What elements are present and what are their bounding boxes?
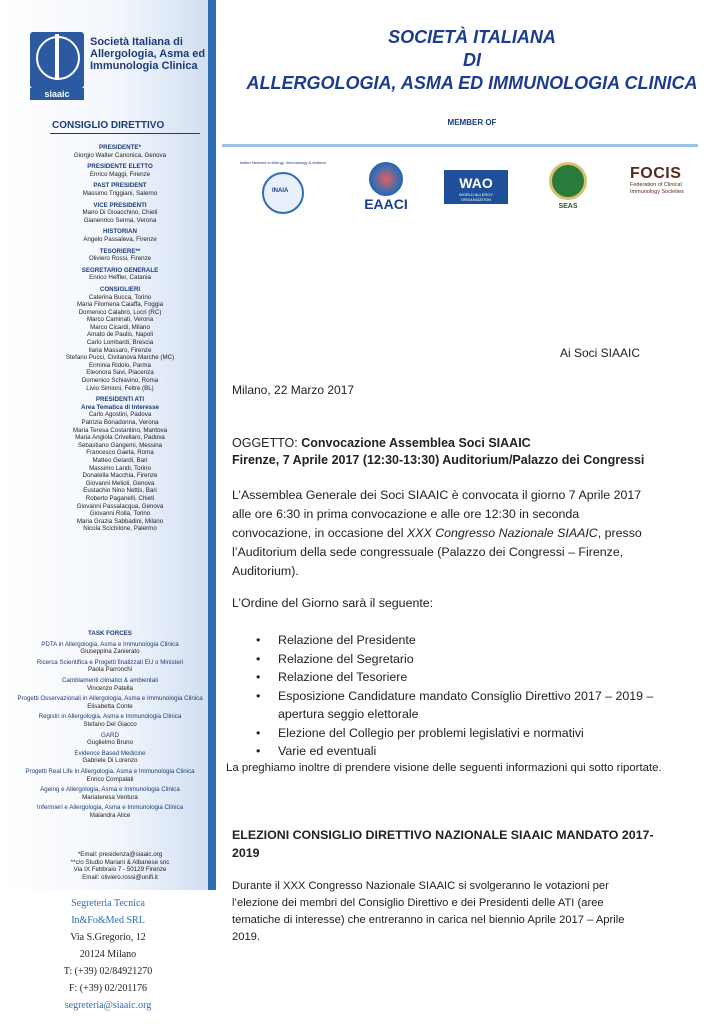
segreteria-street: Via S.Gregorio, 12: [70, 932, 146, 943]
member-name: Carlo Agostini, Padova: [88, 411, 152, 419]
member-name: Enrico Maggi, Firenze: [89, 170, 151, 178]
agenda-item: • Varie ed eventuali: [256, 742, 666, 761]
member-name: Marco Caminati, Verona: [86, 316, 154, 324]
list-heading: Infermieri e Allergologia, Asma e Immunologia Clinica: [36, 804, 184, 812]
caduceus-icon: [30, 32, 84, 88]
segreteria-tel: T: (+39) 02/84921270: [63, 966, 153, 977]
wao-logo: [444, 170, 508, 204]
wao-sub: WORLD ALLERGY ORGANIZATION: [458, 192, 494, 202]
header-rule: [222, 144, 698, 147]
member-name: Matteo Gelardi, Bari: [92, 456, 148, 464]
wao-label: WAO: [459, 175, 493, 191]
member-name: Guglielmo Bruno: [86, 739, 134, 747]
list-heading: PAST PRESIDENT: [93, 182, 147, 190]
member-name: Giuseppina Zanierato: [80, 648, 140, 656]
member-name: Mario Di Gioacchino, Chieti: [82, 209, 158, 217]
member-name: Massimo Landi, Torino: [89, 464, 151, 472]
divider: [50, 133, 200, 134]
member-name: Maria Teresa Costantino, Mantova: [72, 426, 168, 434]
list-heading: PRESIDENTE ELETTO: [87, 163, 153, 171]
member-name: Sebastiano Gangemi, Messina: [77, 441, 163, 449]
member-name: Stefano Pucci, Civitanova Marche (MC): [65, 354, 175, 362]
member-name: Maria Grazia Sabbadini, Milano: [76, 517, 164, 525]
list-heading: SEGRETARIO GENERALE: [81, 266, 159, 274]
segreteria-fax: F: (+39) 02/201176: [68, 983, 148, 994]
member-name: Livio Simioni, Feltre (BL): [86, 384, 154, 392]
list-heading: TASK FORCES: [88, 630, 132, 637]
siaaic-logo: [30, 32, 206, 102]
list-heading: Evidence Based Medicine: [74, 749, 146, 757]
list-heading: Cambiamenti climatici & ambientali: [62, 676, 158, 684]
list-heading: Ricerca Scientifica e Progetti finalizzati EU o Ministeri: [36, 658, 184, 666]
member-of-label: MEMBER OF: [447, 118, 497, 127]
list-heading: Registri in Allergologia, Asma e Immunologia Clinica: [38, 713, 182, 721]
elections-heading: ELEZIONI CONSIGLIO DIRETTIVO NAZIONALE SIAAIC MANDATO 2017-2019: [232, 828, 654, 860]
subject-text: Convocazione Assemblea Soci SIAAIC: [301, 436, 531, 450]
member-name: Amato de Paulis, Napoli: [86, 331, 154, 339]
paragraph-info: La preghiamo inoltre di prendere visione delle seguenti informazioni qui sotto riportate.: [226, 762, 662, 774]
list-heading: Progetti Real Life in Allergologia, Asma e Immunologia Clinica: [25, 767, 195, 775]
member-name: Caterina Bucca, Torino: [88, 293, 152, 301]
segreteria-email-link[interactable]: segreteria@siaaic.org: [64, 1000, 152, 1011]
member-name: Mariateresa Ventura: [82, 793, 138, 801]
paragraph-agenda-intro: L’Ordine del Giorno sarà il seguente:: [232, 596, 434, 610]
society-title: [222, 26, 722, 95]
member-name: Domenico Calabrò, Locri (RC): [78, 308, 162, 316]
member-name: Ilaria Massaro, Firenze: [88, 346, 152, 354]
member-name: Eleonora Savi, Piacenza: [86, 369, 154, 377]
congress-name: XXX Congresso Nazionale SIAAIC: [406, 526, 598, 540]
paragraph-elections: Durante il XXX Congresso Nazionale SIAAIC si svolgeranno le votazioni per l’elezione dei membri del Consiglio Direttivo e dei Presidenti delle ATI (aree tematiche di interesse) che entreranno in carica nel biennio Aprile 2017 – Aprile 2019.: [232, 880, 625, 943]
note-line: **c/o Studio Mariani & Albanese snc: [70, 858, 170, 866]
agenda-item: • Relazione del Segretario: [256, 650, 666, 669]
society-title-line2: DI: [463, 50, 481, 70]
member-name: Enrico Compalati: [86, 775, 134, 783]
focis-logo: [630, 166, 700, 196]
focis-label: FOCIS: [630, 165, 682, 182]
segreteria-block: [0, 895, 216, 1014]
segreteria-city: 20124 Milano: [79, 949, 137, 960]
member-name: Eustachio Nino Nettis, Bari: [83, 487, 157, 495]
list-heading: CONSIGLIERI: [99, 285, 141, 293]
list-heading: Progetti Osservazionali in Allergologia, Asma e Immunologia Clinica: [17, 695, 203, 703]
seas-label: SEAS: [558, 203, 578, 210]
member-name: Giovanni Rolla, Torino: [89, 510, 151, 518]
inaia-label: INAIA: [272, 188, 289, 194]
subject-label: OGGETTO:: [232, 436, 298, 450]
eaaci-logo: [364, 162, 408, 220]
member-name: Massimo Triggiani, Salerno: [82, 189, 158, 197]
agenda-list: [256, 631, 666, 761]
paragraph-text: L’Assemblea Generale dei Soci SIAAIC è convocata il giorno 7 Aprile 2017 alle ore 6:30 in prima convocazione e alle ore 12:30 in seconda convocazione, in occasione del: [232, 488, 642, 540]
logo-caption: siaaic: [30, 88, 84, 100]
agenda-item: • Elezione del Collegio per problemi legislativi e normativi: [256, 724, 666, 743]
member-name: Gianenrico Senna, Verona: [83, 216, 157, 224]
paragraph-convocation: [232, 486, 650, 581]
agenda-item: • Relazione del Presidente: [256, 631, 666, 650]
member-name: Vincenzo Patella: [87, 684, 133, 692]
list-heading: PRESIDENTI ATI: [95, 396, 145, 404]
list-heading: Ageing e Allergologia, Asma e Immunologia Clinica: [40, 786, 180, 794]
subject-line2: Firenze, 7 Aprile 2017 (12:30-13:30) Auditorium/Palazzo dei Congressi: [232, 453, 645, 467]
member-name: Roberto Paganelli, Chieti: [85, 494, 155, 502]
sidebar-notes: [40, 851, 200, 881]
eaaci-label: EAACI: [364, 196, 408, 212]
member-name: Giorgio Walter Canonica, Genova: [73, 151, 167, 159]
member-name: Marco Cicardi, Milano: [90, 323, 150, 331]
note-line: Email: oliviero.rossi@unifi.it: [82, 873, 158, 881]
inaia-logo: [262, 172, 304, 214]
letter-date: Milano, 22 Marzo 2017: [232, 383, 355, 397]
member-name: Gabriele Di Lorenzo: [82, 757, 138, 765]
member-name: Giovanni Passalacqua, Genova: [76, 502, 164, 510]
member-name: Domenico Schiavino, Roma: [81, 377, 159, 385]
list-heading: PRESIDENTE*: [99, 144, 141, 151]
eaaci-emblem-icon: [369, 162, 403, 196]
member-name: Maria Filomena Caiaffa, Foggia: [76, 301, 164, 309]
subject-line1: [232, 435, 712, 452]
member-name: Stefano Del Giacco: [83, 720, 137, 728]
list-heading: VICE PRESIDENTI: [93, 201, 147, 209]
list-subheading: Area Tematica di Interesse: [81, 403, 159, 411]
member-name: Oliviero Rossi, Firenze: [88, 255, 152, 263]
recipient: Ai Soci SIAAIC: [560, 346, 641, 360]
consiglio-direttivo-title: CONSIGLIO DIRETTIVO: [52, 120, 165, 131]
subject: [232, 435, 712, 469]
seas-logo: [546, 162, 590, 210]
paragraph-text: , presso l’Auditorium della sede congressuale (Palazzo dei Congressi – Firenze, Auditorium).: [232, 526, 642, 578]
member-name: Paola Parronchi: [87, 666, 133, 674]
society-title-line3: ALLERGOLOGIA, ASMA ED IMMUNOLOGIA CLINICA: [246, 73, 698, 93]
member-name: Erminia Ridolo, Parma: [89, 361, 151, 369]
member-name: Maria Angiola Crivellaro, Padova: [75, 434, 165, 442]
member-name: Donatella Macchia, Firenze: [82, 472, 158, 480]
member-name: Nicola Scichilone, Palermo: [83, 525, 157, 533]
agenda-item: • Relazione del Tesoriere: [256, 668, 666, 687]
list-heading: TESORIERE**: [99, 247, 141, 255]
task-forces-list: [10, 628, 210, 819]
list-heading: HISTORIAN: [103, 228, 137, 236]
focis-sub: Federation of Clinical Immunology Societies: [630, 182, 684, 195]
member-name: Carlo Lombardi, Brescia: [86, 339, 154, 347]
board-member-list: [40, 140, 200, 533]
list-heading: GARD: [101, 731, 119, 739]
agenda-item: • Esposizione Candidature mandato Consiglio Direttivo 2017 – 2019 – apertura seggio elettorale: [256, 687, 666, 724]
member-name: Francesco Gaeta, Roma: [86, 449, 154, 457]
member-name: Enrico Heffler, Catania: [89, 274, 151, 282]
member-name: Malandra Alice: [89, 811, 131, 819]
member-organizations: [230, 158, 700, 222]
member-name: Elisabetta Conte: [87, 702, 133, 710]
segreteria-company: In&Fo&Med SRL: [71, 915, 145, 926]
segreteria-title: Segreteria Tecnica: [71, 898, 145, 909]
note-line: Via IX Febbraio 7 - 50129 Firenze: [73, 866, 167, 874]
member-name: Giovanni Melioli, Genova: [85, 479, 155, 487]
member-name: Patrizia Bonadonna, Verona: [81, 419, 159, 426]
member-name: Angelo Passaleva, Firenze: [83, 235, 157, 243]
inaia-tagline: Italian Network in Allergy, Immunology & Asthma: [240, 160, 326, 165]
note-line: *Email: presidenza@siaaic.org: [77, 851, 163, 858]
seas-emblem-icon: [549, 162, 587, 200]
logo-text: Società Italiana di Allergologia, Asma ed Immunologia Clinica: [90, 36, 206, 72]
society-title-line1: SOCIETÀ ITALIANA: [388, 27, 556, 47]
list-heading: PDTA in Allergologia, Asma e Immunologia Clinica: [41, 640, 179, 648]
